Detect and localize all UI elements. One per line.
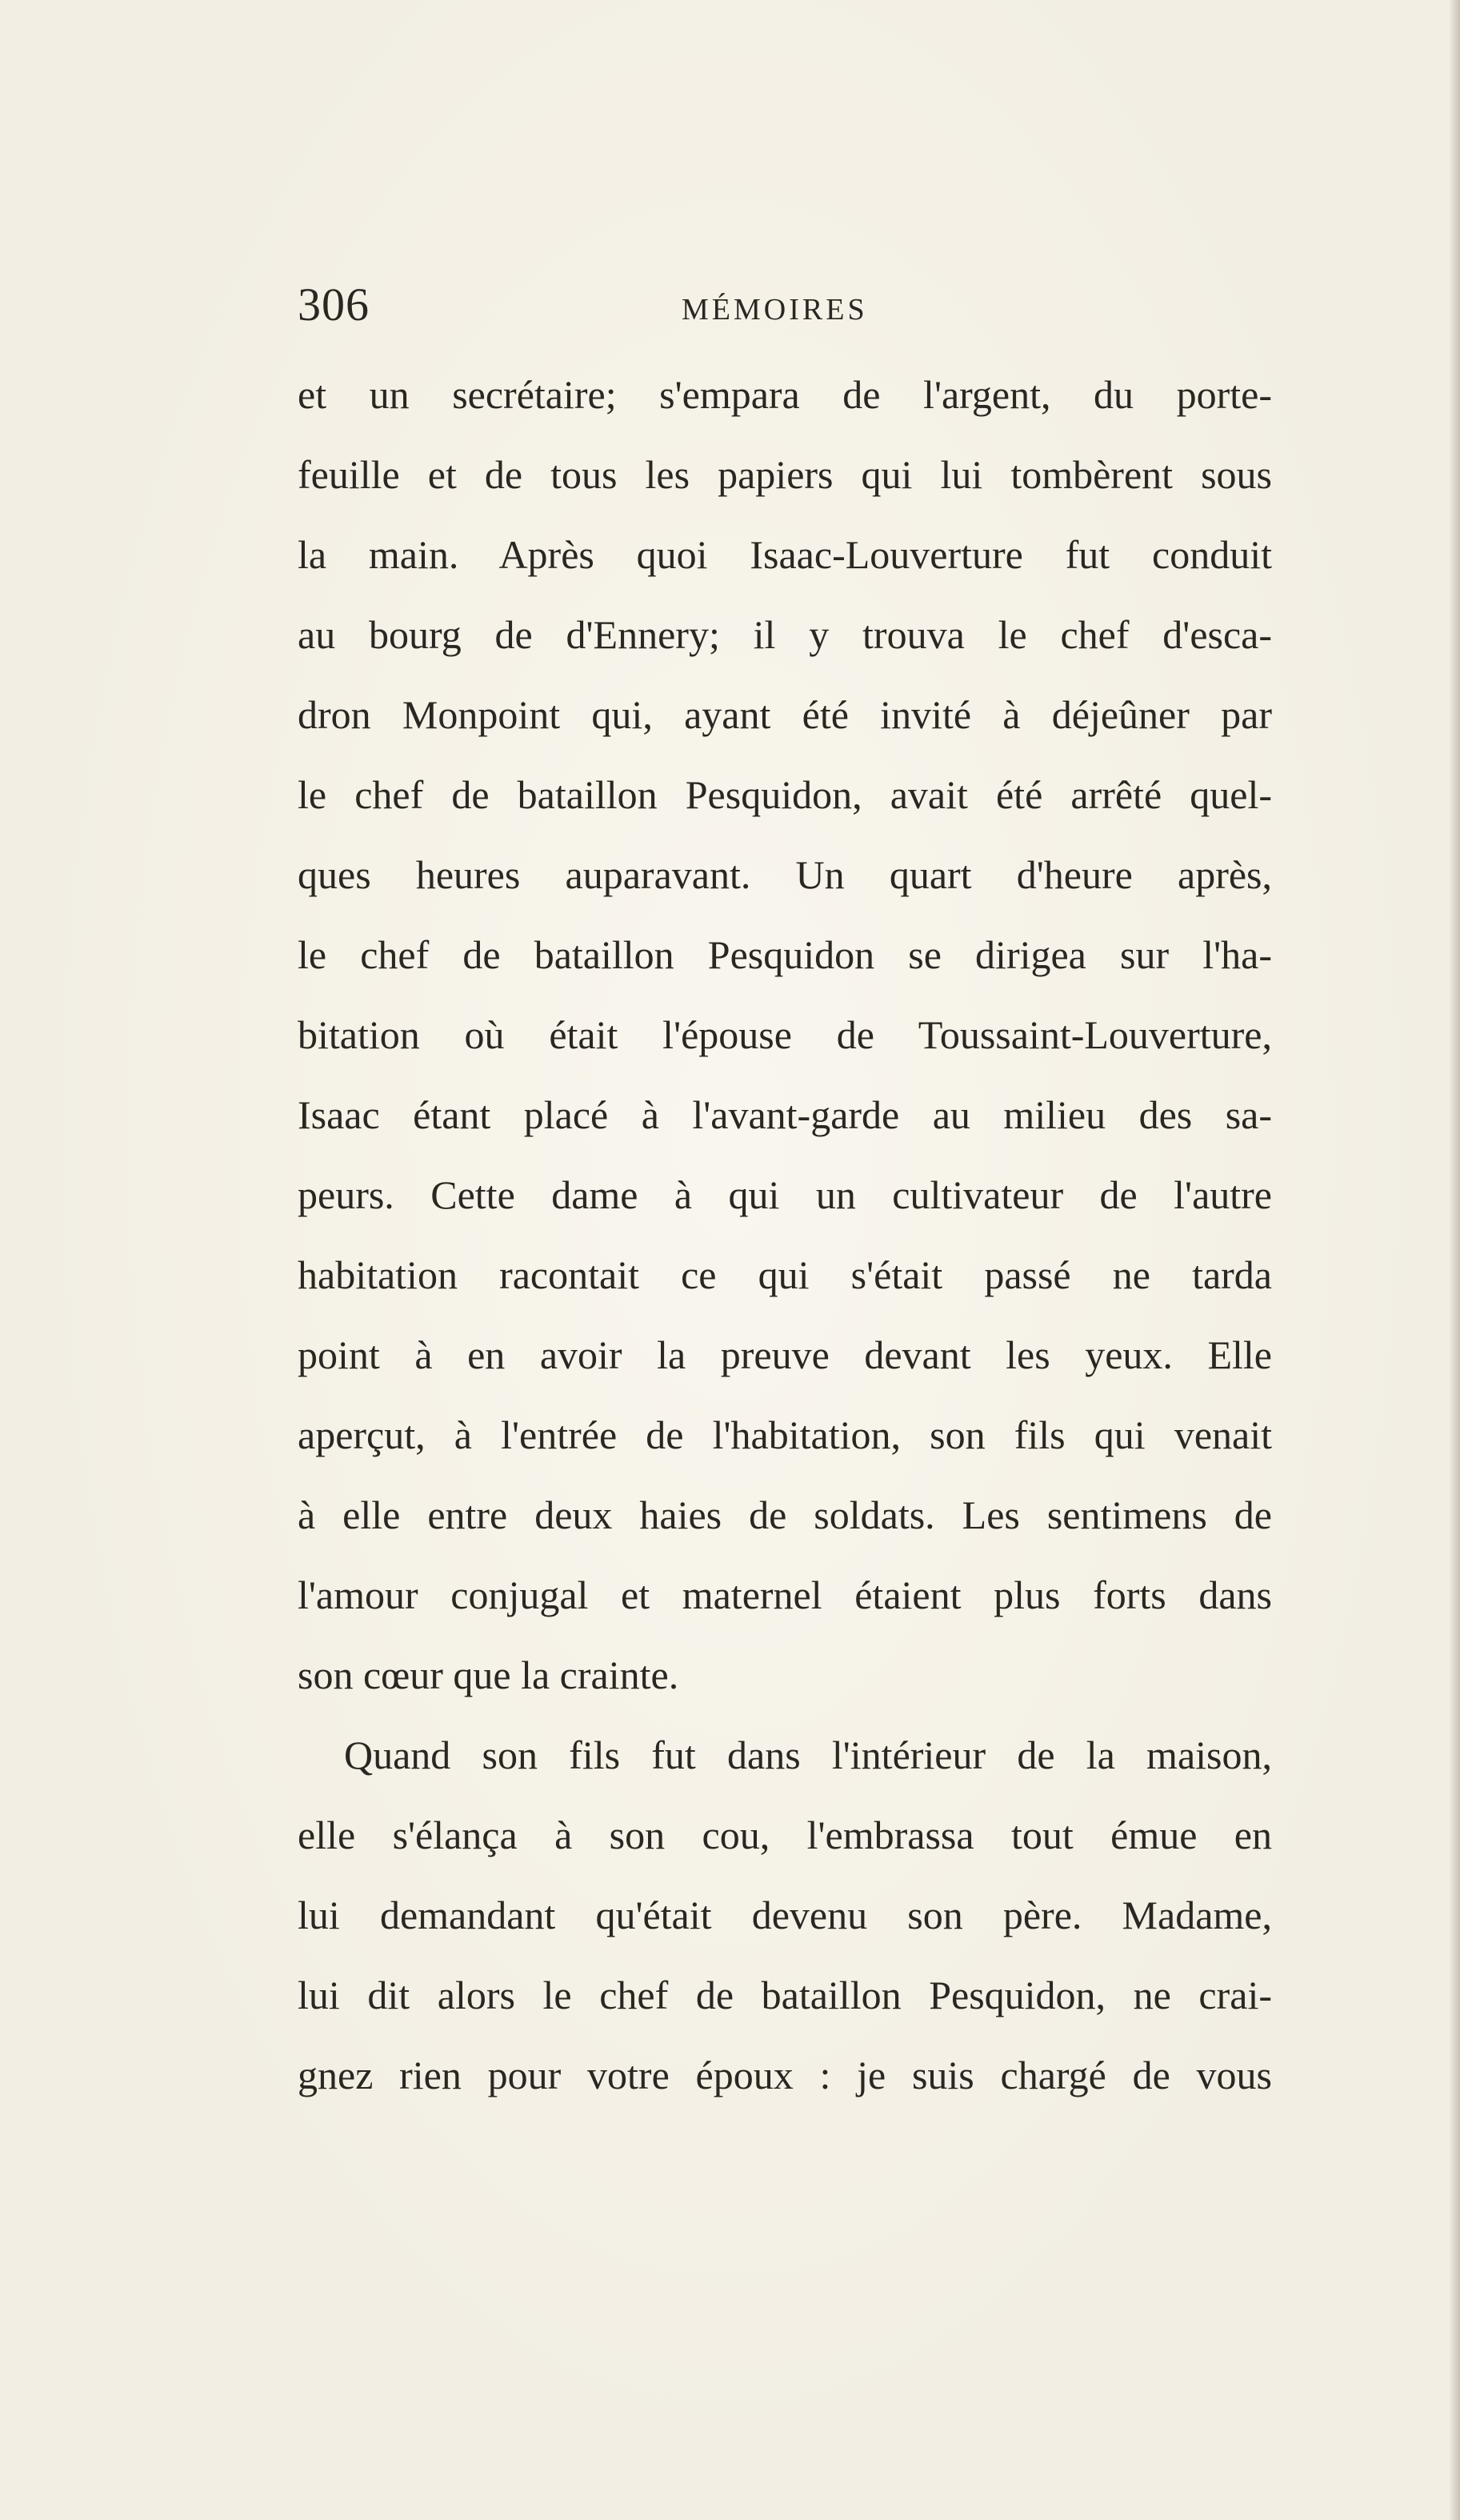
text-line: dron Monpoint qui, ayant été invité à déjeûner par: [298, 692, 1272, 737]
page-header: [298, 277, 1272, 341]
text-line: peurs. Cette dame à qui un cultivateur de l'autre: [298, 1172, 1272, 1217]
text-line: Isaac étant placé à l'avant-garde au milieu des sa-: [298, 1092, 1272, 1137]
text-line: l'amour conjugal et maternel étaient plus forts dans: [298, 1572, 1272, 1617]
text-line: feuille et de tous les papiers qui lui tombèrent sous: [298, 452, 1272, 497]
text-line: à elle entre deux haies de soldats. Les sentimens de: [298, 1492, 1272, 1537]
body-text: [298, 355, 1272, 2115]
page-number: 306: [298, 278, 370, 331]
text-line: son cœur que la crainte.: [298, 1653, 679, 1697]
text-line: le chef de bataillon Pesquidon se dirigea sur l'ha-: [298, 932, 1272, 977]
text-line: ques heures auparavant. Un quart d'heure après,: [298, 852, 1272, 897]
text-line: point à en avoir la preuve devant les yeux. Elle: [298, 1332, 1272, 1377]
text-line: lui demandant qu'était devenu son père. Madame,: [298, 1893, 1272, 1937]
paragraph-1: [298, 355, 1272, 1715]
text-line: habitation racontait ce qui s'était passé ne tarda: [298, 1252, 1272, 1297]
text-line: et un secrétaire; s'empara de l'argent, du porte-: [298, 372, 1272, 417]
running-title: MÉMOIRES: [682, 293, 868, 327]
text-line: bitation où était l'épouse de Toussaint-Louverture,: [298, 1012, 1272, 1057]
text-line: elle s'élança à son cou, l'embrassa tout émue en: [298, 1813, 1272, 1857]
text-line: au bourg de d'Ennery; il y trouva le chef d'esca-: [298, 612, 1272, 657]
page-edge-shadow: [1449, 0, 1460, 2520]
text-line: la main. Après quoi Isaac-Louverture fut conduit: [298, 532, 1272, 577]
paragraph-2: [298, 1715, 1272, 2115]
text-line: aperçut, à l'entrée de l'habitation, son fils qui venait: [298, 1412, 1272, 1457]
text-line: gnez rien pour votre époux : je suis chargé de vous: [298, 2053, 1272, 2097]
text-line: Quand son fils fut dans l'intérieur de la maison,: [344, 1733, 1272, 1777]
text-line: le chef de bataillon Pesquidon, avait été arrêté quel-: [298, 772, 1272, 817]
text-line: lui dit alors le chef de bataillon Pesquidon, ne crai-: [298, 1973, 1272, 2017]
